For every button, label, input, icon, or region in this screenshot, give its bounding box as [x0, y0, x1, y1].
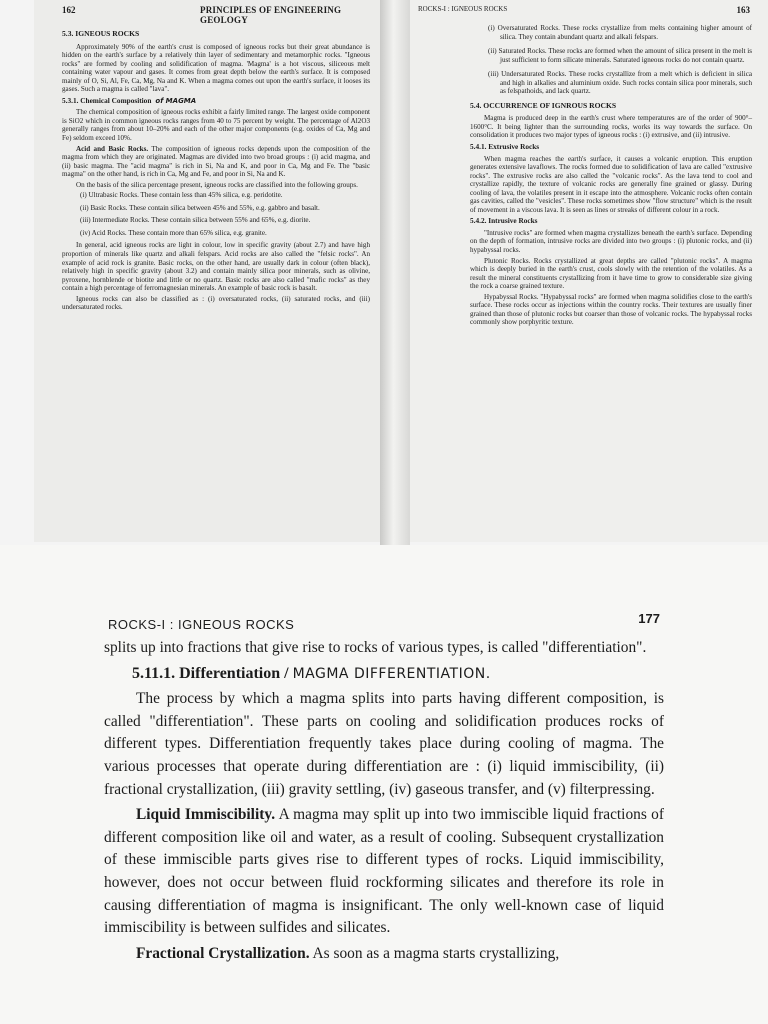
right-book-page	[410, 0, 768, 542]
saturation-type-item: (i) Oversaturated Rocks. These rocks crystallize from melts containing higher amount of silica. They contain abundant quartz and alkali felspars.	[488, 24, 752, 41]
left-page-header	[34, 0, 380, 25]
saturation-classification-paragraph: Igneous rocks can also be classified as : (i) oversaturated rocks, (ii) saturated rocks, and (iii) undersaturated rocks.	[62, 294, 370, 312]
fractional-crystallization-title: Fractional Crystallization.	[136, 944, 310, 962]
liquid-immiscibility-paragraph	[104, 804, 664, 940]
bottom-page-content	[104, 637, 664, 968]
igneous-rocks-heading: 5.3. IGNEOUS ROCKS	[62, 29, 140, 38]
left-running-title: PRINCIPLES OF ENGINEERING GEOLOGY	[200, 5, 342, 25]
extrusive-rocks-paragraph: When magma reaches the earth's surface, it causes a volcanic eruption. This eruption generates extensive lavaflows. The rocks formed due to solidification of lava are called "extrusive rocks". The extrusive rocks are also called the "volcanic rocks". As the lava tend to cool and crystallize rapidly, the texture of volcanic rocks are generally fine grained or glassy. During cooling of lava, the volatiles present in it escape into the atmosphere. Volcanic rocks often contain gas cavities, called the "vesicles". These rocks sometimes show "flow structure" which is the result of movement in a viscous lava. It is seen as lines or streaks of different colour in a rock.	[470, 154, 752, 214]
bottom-book-page	[0, 545, 768, 1024]
acid-basic-paragraph	[62, 145, 370, 179]
silica-group-item: (iii) Intermediate Rocks. These contain silica between 55% and 65%, e.g. diorite.	[80, 216, 311, 225]
hypabyssal-rocks-paragraph: Hypabyssal Rocks. "Hypabyssal rocks" are formed when magma solidifies close to the earth's surface. These rocks occur as injections within the country rocks. Their textures are usually finer grained than those of plutonic rocks but coarser than those of volcanic rocks. The hypabyssal rocks commonly show porphyritic texture.	[470, 292, 752, 327]
right-page-content	[410, 16, 768, 327]
silica-group-item: (i) Ultrabasic Rocks. These contain less than 45% silica, e.g. peridotite.	[80, 191, 283, 200]
occurrence-paragraph: Magma is produced deep in the earth's crust where temperatures are of the order of 900°–1600°C. It being lighter than the surrounding rocks, works its way towards the surface. On consolidation it produces two major types of igneous rocks : (i) extrusive, and (ii) intrusive.	[470, 114, 752, 140]
intrusive-rocks-paragraph: "Intrusive rocks" are formed when magma crystallizes beneath the earth's surface. Depending on the depth of formation, intrusive rocks are divided into two groups : (i) plutonic rocks, and (ii) hypabyssal rocks.	[470, 228, 752, 255]
chemical-composition-heading	[62, 97, 370, 106]
silica-group-item: (iv) Acid Rocks. These contain more than 65% silica, e.g. granite.	[80, 228, 267, 237]
saturation-types-list	[470, 24, 752, 96]
left-page-content	[34, 16, 380, 312]
differentiation-title: 5.11.1. Differentiation	[132, 664, 281, 682]
acid-basic-general-paragraph: In general, acid igneous rocks are light in colour, low in specific gravity (about 2.7) and have high proportion of minerals like quartz and alkali felspars. Acid rocks are also called the "felsic rocks". An example of acid rock is granite. Basic rocks, on the other hand, are usually dark in colour (often black), relatively high in specific gravity (about 3.2) and contain mainly silica poor minerals, such as olivine, pyroxene, hornblende or biotite and little or no quartz. Basic rocks are also called "mafic rocks" as they contain a high percentage of ferromagnesian minerals. An example of basic rock is basalt.	[62, 241, 370, 293]
silica-intro-paragraph: On the basis of the silica percentage present, igneous rocks are classified into the following groups.	[76, 180, 358, 189]
silica-groups-list	[62, 191, 370, 237]
bottom-page-number: 177	[638, 611, 660, 626]
liquid-immiscibility-title: Liquid Immiscibility.	[136, 806, 276, 824]
left-page-number: 162	[62, 5, 76, 15]
fractional-crystallization-paragraph	[104, 943, 664, 966]
silica-group-item: (ii) Basic Rocks. These contain silica between 45% and 55%, e.g. gabbro and basalt.	[80, 203, 320, 212]
handwritten-magma-differentiation-note: MAGMA DIFFERENTIATION.	[292, 665, 491, 682]
chemical-composition-title: 5.3.1. Chemical Composition	[62, 95, 152, 105]
bottom-running-title: ROCKS-I : IGNEOUS ROCKS	[108, 617, 295, 632]
differentiation-paragraph: The process by which a magma splits into parts having different composition, is called "differentiation". These parts on cooling and solidification produces rocks of different types. Differentiation frequently takes place during cooling of magma. The various processes that operate during differentiation are : (i) liquid immiscibility, (ii) fractional crystallization, (iii) gravity settling, (iv) gaseous transfer, and (v) filterpressing.	[104, 690, 664, 798]
book-gutter-shadow	[380, 0, 410, 545]
liquid-immiscibility-text: A magma may split up into two immiscible liquid fractions of different composition like oil and water, as a result of cooling. Subsequent crystallization of these immiscible parts gives rise to different types of rocks. Liquid immiscibility, however, does not occur between fluid rockforming silicates and therefore its role in causing differentiation of magma is insignificant. The only well-known case of liquid immiscibility is between sulfides and silicates.	[104, 806, 664, 937]
bottom-page-header	[108, 611, 660, 639]
acid-basic-title: Acid and Basic Rocks.	[76, 144, 149, 153]
igneous-intro-paragraph: Approximately 90% of the earth's crust is composed of igneous rocks but their great abundance is hidden on the earth's surface by a relatively thin layer of sedimentary and metamorphic rocks. "Igneous rocks" are formed by cooling and solidification of magma. 'Magma' is a hot viscous, siliceous melt containing water vapour and gases. It comes from great depth below the earth's surface. It is composed mainly of O, Si, Al, Fe, Ca, Mg, Na and K. When a magma comes out upon the earth's surface, it looses its gases. Such a magma is called "lava".	[62, 42, 370, 94]
differentiation-lead-in: splits up into fractions that give rise to rocks of various types, is called "differentiation".	[104, 639, 647, 656]
occurrence-heading: 5.4. OCCURRENCE OF IGNROUS ROCKS	[470, 100, 617, 110]
acid-basic-text: The composition of igneous rocks depends upon the composition of the magma from which they are originated. Magmas are divided into two broad groups : (i) acid magma, and (ii) basic magma. The "acid magma" is rich in Si, Na and K, and poor in Ca, Mg and Fe. The "basic magma" on the other hand, is rich in Ca, Mg and Fe, and poor in Si, Na and K.	[62, 144, 370, 179]
right-page-header	[410, 0, 768, 16]
plutonic-rocks-paragraph: Plutonic Rocks. Rocks crystallized at great depths are called "plutonic rocks". A magma which is deeply buried in the earth's crust, cools slowly with the retention of the volatiles. As a result the mineral constituents crystallizing from it have time to grow to considerable size giving the rock a coarse grained texture.	[470, 256, 752, 291]
fractional-crystallization-text: As soon as a magma starts crystallizing,	[312, 944, 560, 962]
chemical-composition-paragraph: The chemical composition of igneous rocks exhibit a fairly limited range. The largest oxide component is SiO2 which in common igneous rocks ranges from 40 to 75 percent by weight. The percentage of Al2O3 generally ranges from about 10–20% and each of the other major components (e.g. oxides of Ca, Mg and Fe) seldom exceed 10%.	[62, 108, 370, 143]
intrusive-rocks-heading: 5.4.2. Intrusive Rocks	[470, 216, 538, 226]
differentiation-heading: 5.11.1. Differentiation / MAGMA DIFFERENTIATION.	[132, 664, 491, 682]
right-page-number: 163	[736, 5, 750, 15]
left-book-page	[34, 0, 380, 542]
right-running-title: ROCKS-I : IGNEOUS ROCKS	[418, 5, 508, 13]
extrusive-rocks-heading: 5.4.1. Extrusive Rocks	[470, 142, 540, 152]
saturation-type-item: (iii) Undersaturated Rocks. These rocks crystallize from a melt which is deficient in silica and high in alkalies and aluminium oxide. Such rocks contain silica poor minerals, such as felspathoids, and lack quartz.	[488, 70, 752, 96]
handwritten-magma-note: of MAGMA	[155, 96, 197, 105]
saturation-type-item: (ii) Saturated Rocks. These rocks are formed when the amount of silica present in the melt is just sufficient to form silicate minerals. Saturated igneous rocks do not contain quartz.	[488, 47, 752, 64]
